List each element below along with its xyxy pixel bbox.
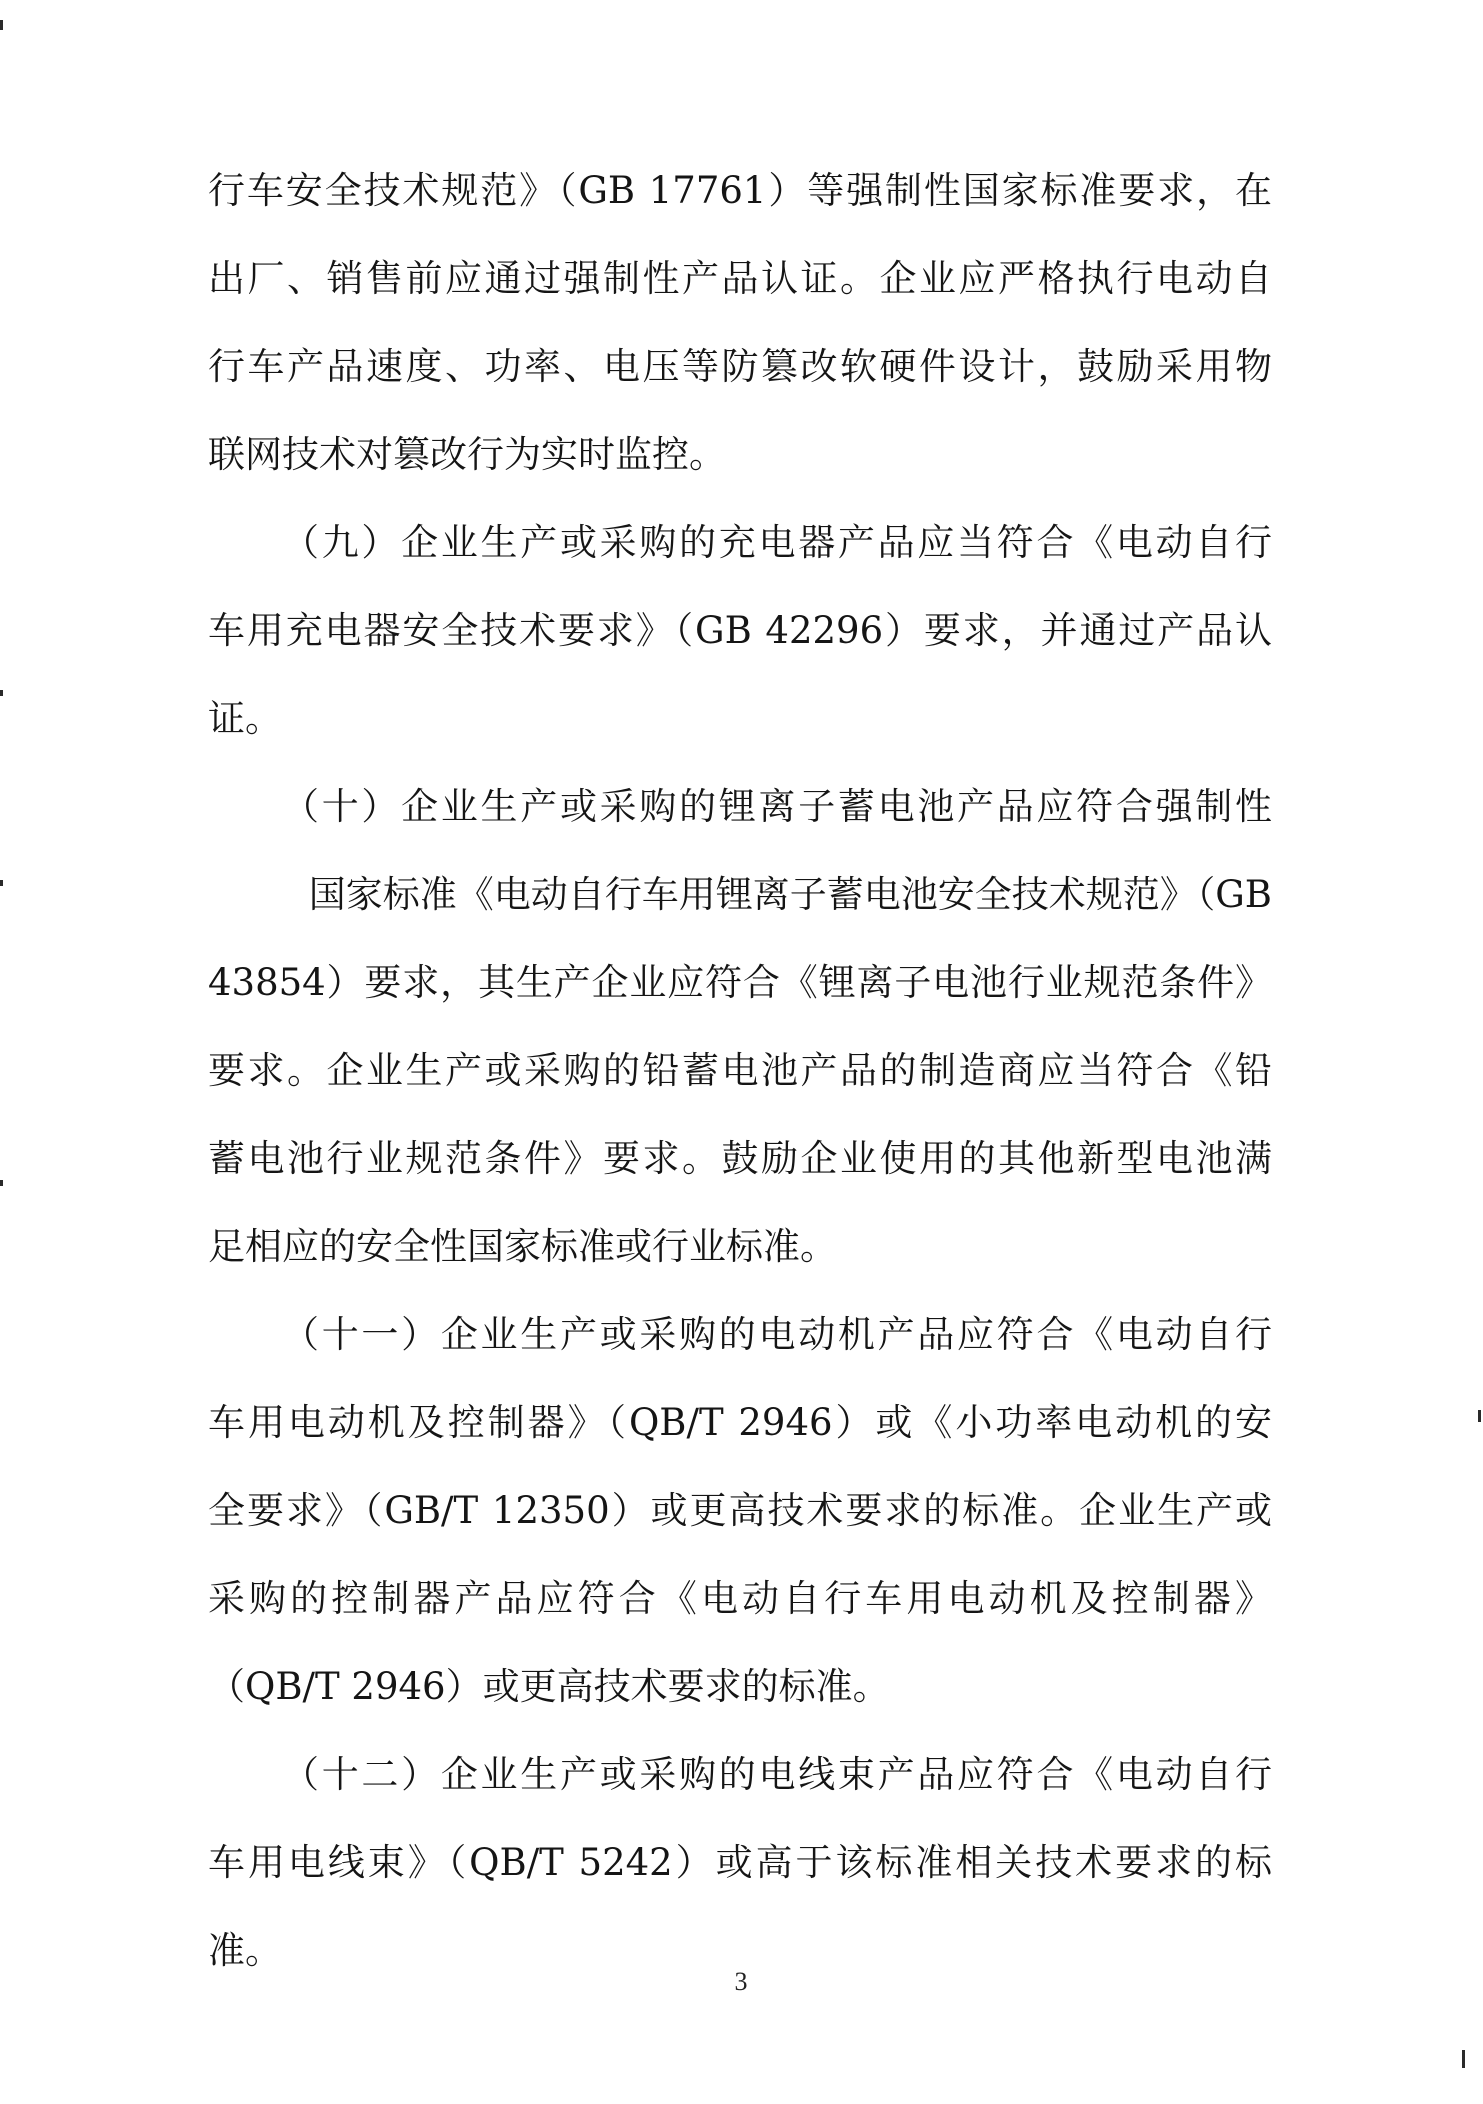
text-line: （十）企业生产或采购的锂离子蓄电池产品应符合强制性 [282, 785, 1272, 828]
scan-mark [0, 690, 3, 696]
text-line: 国家标准《电动自行车用锂离子蓄电池安全技术规范》（GB [308, 873, 1272, 916]
text-line: （九）企业生产或采购的充电器产品应当符合《电动自行 [282, 521, 1272, 564]
text-line: 行车产品速度、功率、电压等防篡改软硬件设计，鼓励采用物 [208, 345, 1272, 388]
scan-mark [1462, 2050, 1465, 2068]
scan-mark [0, 20, 3, 30]
text-line: 足相应的安全性国家标准或行业标准。 [208, 1225, 837, 1268]
text-line: 证。 [208, 697, 282, 740]
text-line: 车用电线束》（QB/T 5242）或高于该标准相关技术要求的标 [208, 1841, 1272, 1884]
scan-mark [0, 880, 3, 886]
scan-mark [0, 1180, 3, 1186]
text-line: 要求。企业生产或采购的铅蓄电池产品的制造商应当符合《铅 [208, 1049, 1272, 1092]
text-line: 采购的控制器产品应符合《电动自行车用电动机及控制器》 [208, 1577, 1272, 1620]
text-line: 行车安全技术规范》（GB 17761）等强制性国家标准要求，在 [208, 169, 1272, 212]
text-line: （QB/T 2946）或更高技术要求的标准。 [208, 1665, 890, 1708]
text-line: 全要求》（GB/T 12350）或更高技术要求的标准。企业生产或 [208, 1489, 1272, 1532]
text-line: 车用电动机及控制器》（QB/T 2946）或《小功率电动机的安 [208, 1401, 1272, 1444]
text-line: 蓄电池行业规范条件》要求。鼓励企业使用的其他新型电池满 [208, 1137, 1272, 1180]
text-line: （十二）企业生产或采购的电线束产品应符合《电动自行 [282, 1753, 1272, 1796]
page-number: 3 [734, 1967, 748, 1996]
text-line: 出厂、销售前应通过强制性产品认证。企业应严格执行电动自 [208, 257, 1272, 300]
text-line: 43854）要求，其生产企业应符合《锂离子电池行业规范条件》 [208, 961, 1272, 1004]
scan-mark [1478, 1410, 1481, 1422]
text-line: 联网技术对篡改行为实时监控。 [208, 433, 726, 476]
text-line: （十一）企业生产或采购的电动机产品应符合《电动自行 [282, 1313, 1272, 1356]
text-line: 准。 [208, 1929, 282, 1972]
text-line: 车用充电器安全技术要求》（GB 42296）要求，并通过产品认 [208, 609, 1272, 652]
